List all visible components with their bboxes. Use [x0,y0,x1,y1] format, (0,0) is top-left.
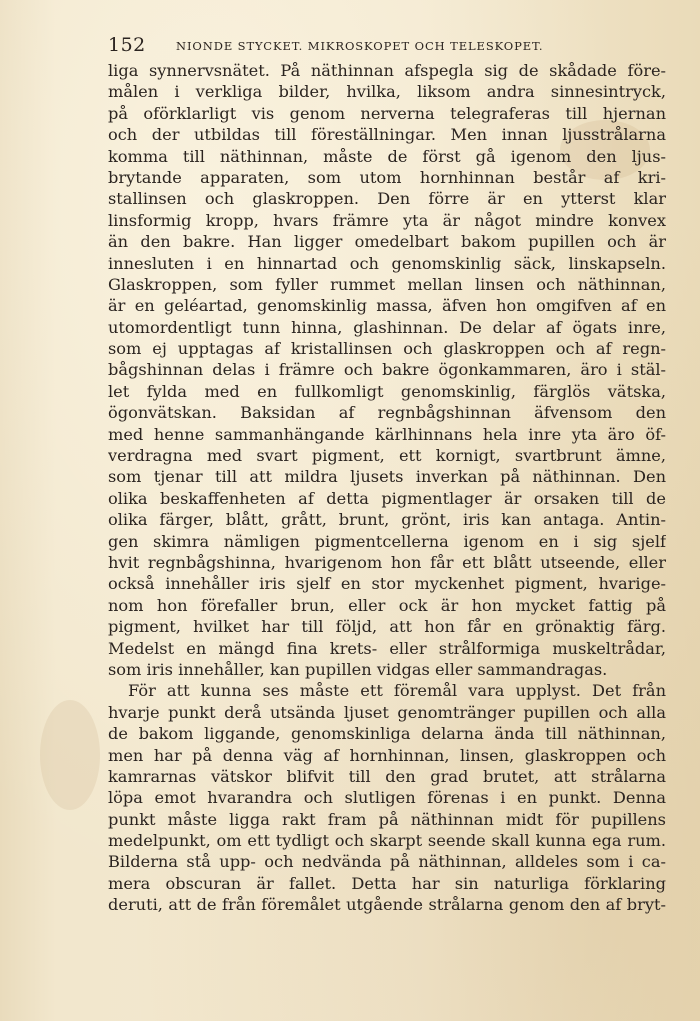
page-number: 152 [108,34,146,56]
text-line: gen skimra nämligen pigmentcellerna igenom en i sig sjelf [108,531,666,551]
text-line: deruti, att de från föremålet utgående strålarna genom den af bryt- [108,895,666,915]
text-line: linsformig kropp, hvars främre yta är något mindre konvex [108,210,666,230]
running-head: NIONDE STYCKET. MIKROSKOPET OCH TELESKOPET. [176,39,544,53]
body-text [108,60,666,916]
text-line: på oförklarligt vis genom nerverna telegraferas till hjernan [108,103,666,123]
text-line: punkt måste ligga rakt fram på näthinnan midt för pupillens [108,809,666,829]
text-line: men har på denna väg af hornhinnan, linsen, glaskroppen och [108,745,666,765]
text-line: än den bakre. Han ligger omedelbart bakom pupillen och är [108,232,666,252]
paragraph-start-line: För att kunna ses måste ett föremål vara upplyst. Det från [128,681,666,701]
text-line: bågshinnan delas i främre och bakre ögonkammaren, äro i stäl- [108,360,666,380]
paper-stain [40,700,100,810]
text-line: är en geléartad, genomskinlig massa, äfven hon omgifven af en [108,296,666,316]
text-line: olika beskaffenheten af detta pigmentlager är orsaken till de [108,488,666,508]
text-line: stallinsen och glaskroppen. Den förre är en ytterst klar [108,189,666,209]
text-line: som tjenar till att mildra ljusets inverkan på näthinnan. Den [108,467,666,487]
text-line: let fylda med en fullkomligt genomskinlig, färglös vätska, [108,381,666,401]
text-line: mera obscuran är fallet. Detta har sin naturliga förklaring [108,873,666,893]
text-line: ögonvätskan. Baksidan af regnbågshinnan äfvensom den [108,403,666,423]
text-line: nom hon förefaller brun, eller ock är hon mycket fattig på [108,595,666,615]
text-line: som ej upptagas af kristallinsen och glaskroppen och af regn- [108,339,666,359]
text-line: medelpunkt, om ett tydligt och skarpt seende skall kunna ega rum. [108,831,666,851]
text-line: olika färger, blått, grått, brunt, grönt, iris kan antaga. Antin- [108,510,666,530]
text-line: också innehåller iris sjelf en stor myckenhet pigment, hvarige- [108,574,666,594]
text-line: pigment, hvilket har till följd, att hon får en grönaktig färg. [108,617,666,637]
text-line: målen i verkliga bilder, hvilka, liksom andra sinnesintryck, [108,82,666,102]
text-line: löpa emot hvarandra och slutligen förenas i en punkt. Denna [108,788,666,808]
text-line: kamrarnas vätskor blifvit till den grad brutet, att strålarna [108,766,666,786]
text-line: med henne sammanhängande kärlhinnans hela inre yta äro öf- [108,424,666,444]
text-line: hvarje punkt derå utsända ljuset genomtränger pupillen och alla [108,702,666,722]
text-line: Medelst en mängd fina krets- eller strålformiga muskeltrådar, [108,638,666,658]
text-line: brytande apparaten, som utom hornhinnan består af kri- [108,167,666,187]
text-line: hvit regnbågshinna, hvarigenom hon får ett blått utseende, eller [108,552,666,572]
page-header [108,30,668,60]
text-line: Bilderna stå upp- och nedvända på näthinnan, alldeles som i ca- [108,852,666,872]
text-line: och der utbildas till föreställningar. Men innan ljusstrålarna [108,125,666,145]
text-line: liga synnervsnätet. På näthinnan afspegla sig de skådade före- [108,61,666,80]
text-line: innesluten i en hinnartad och genomskinlig säck, linskapseln. [108,253,666,273]
text-line: Glaskroppen, som fyller rummet mellan linsen och näthinnan, [108,274,666,294]
text-line: som iris innehåller, kan pupillen vidgas eller sammandragas. [108,659,608,679]
text-line: de bakom liggande, genomskinliga delarna ända till näthinnan, [108,724,666,744]
text-line: verdragna med svart pigment, ett kornigt, svartbrunt ämne, [108,446,666,466]
text-line: komma till näthinnan, måste de först gå igenom den ljus- [108,146,666,166]
text-line: utomordentligt tunn hinna, glashinnan. De delar af ögats inre, [108,317,666,337]
